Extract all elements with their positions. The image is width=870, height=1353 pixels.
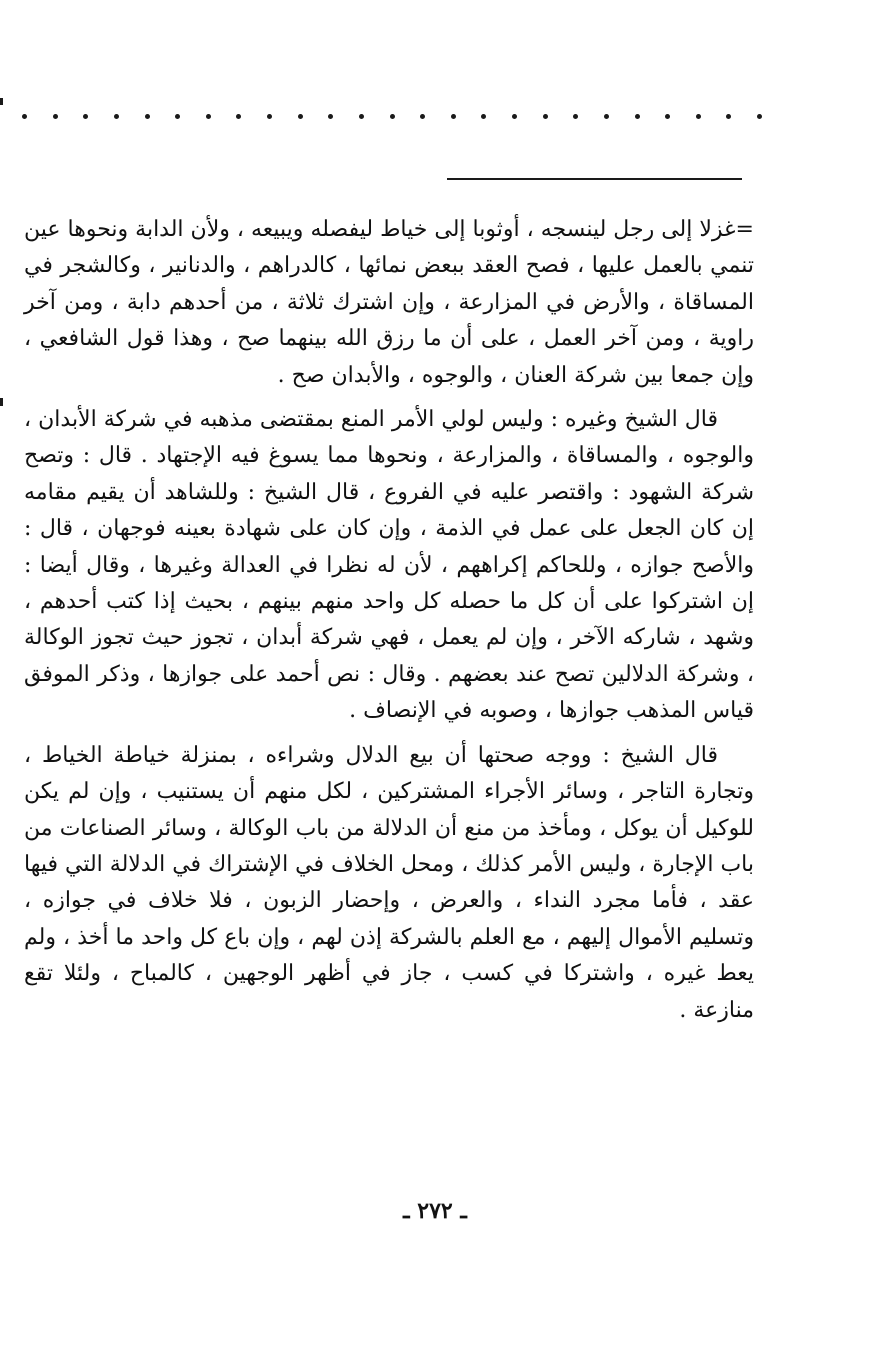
ornament-dot bbox=[83, 114, 88, 119]
ornament-dot bbox=[114, 114, 119, 119]
ornament-dot bbox=[267, 114, 272, 119]
ornament-dot bbox=[481, 114, 486, 119]
paragraph-brokerage: قال الشيخ : ووجه صحتها أن بيع الدلال وشراءه ، بمنزلة خياطة الخياط ، وتجارة التاجر ، وسائر الأجراء المشتركين ، لكل منهم أن يستنيب ، وإن لم يكن للوكيل أن يوكل ، ومأخذ من منع أن الدلالة من باب الوكالة ، وسائر الصناعات من باب الإجارة ، وليس الأمر كذلك ، ومحل الخلاف في الإشتراك في الدلالة التي فيها عقد ، فأما مجرد النداء ، والعرض ، وإحضار الزبون ، فلا خلاف في جوازه ، وتسليم الأموال إليهم ، مع العلم بالشركة إذن لهم ، وإن باع كل واحد ما أخذ ، ولم يعط غيره ، واشتركا في كسب ، جاز في أظهر الوجهين ، كالمباح ، ولئلا تقع منازعة . bbox=[24, 742, 754, 1023]
ornament-dot bbox=[665, 114, 670, 119]
ornament-dot bbox=[175, 114, 180, 119]
ornament-dot bbox=[22, 114, 27, 119]
ornament-dot bbox=[359, 114, 364, 119]
ornament-dot bbox=[298, 114, 303, 119]
ornament-dot bbox=[543, 114, 548, 119]
paragraph-shaykh-partnership: قال الشيخ وغيره : وليس لولي الأمر المنع بمقتضى مذهبه في شركة الأبدان ، والوجوه ، والمساقاة ، والمزارعة ، ونحوها مما يسوغ فيه الإجتهاد . قال : وتصح شركة الشهود : واقتصر عليه في الفروع ، قال الشيخ : وللشاهد أن يقيم مقامه إن كان الجعل على عمل في الذمة ، وإن كان على شهادة بعينه فوجهان ، قال : والأصح جوازه ، وللحاكم إكراههم ، لأن له نظرا في العدالة وغيرها ، وقال أيضا : إن اشتركوا على أن كل ما حصله كل واحد منهم بينهم ، بحيث إذا كتب أحدهم ، وشهد ، شاركه الآخر ، وإن لم يعمل ، فهي شركة أبدان ، تجوز حيث تجوز الوكالة ، وشركة الدلالين تصح عند بعضهم . وقال : نص أحمد على جوازها ، وذكر الموفق قياس المذهب جوازها ، وصوبه في الإنصاف . bbox=[24, 407, 754, 724]
ornament-dot bbox=[604, 114, 609, 119]
ornament-dot bbox=[696, 114, 701, 119]
footnote-separator-rule bbox=[447, 178, 742, 180]
ornament-dot bbox=[420, 114, 425, 119]
ornament-dot bbox=[757, 114, 762, 119]
left-edge-mark bbox=[0, 98, 3, 105]
ornament-dot bbox=[236, 114, 241, 119]
page-number: ـ ٢٧٢ ـ bbox=[403, 1198, 467, 1224]
dotted-ornament-line bbox=[22, 106, 762, 126]
ornament-dot bbox=[573, 114, 578, 119]
ornament-dot bbox=[145, 114, 150, 119]
main-text bbox=[24, 212, 754, 1029]
ornament-dot bbox=[635, 114, 640, 119]
ornament-dot bbox=[328, 114, 333, 119]
ornament-dot bbox=[512, 114, 517, 119]
ornament-dot bbox=[206, 114, 211, 119]
ornament-dot bbox=[53, 114, 58, 119]
left-edge-mark bbox=[0, 398, 3, 406]
ornament-dot bbox=[726, 114, 731, 119]
ornament-dot bbox=[390, 114, 395, 119]
paragraph-continuation: =غزلا إلى رجل لينسجه ، أوثوبا إلى خياط ليفصله ويبيعه ، ولأن الدابة ونحوها عين تنمي بالعمل عليها ، فصح العقد ببعض نمائها ، كالدراهم ، والدنانير ، وكالشجر في المساقاة ، والأرض في المزارعة ، وإن اشترك ثلاثة ، من أحدهم دابة ، ومن آخر راوية ، ومن آخر العمل ، على أن ما رزق الله بينهما صح ، وهذا قول الشافعي ، وإن جمعا بين شركة العنان ، والوجوه ، والأبدان صح . bbox=[24, 217, 754, 388]
ornament-dot bbox=[451, 114, 456, 119]
